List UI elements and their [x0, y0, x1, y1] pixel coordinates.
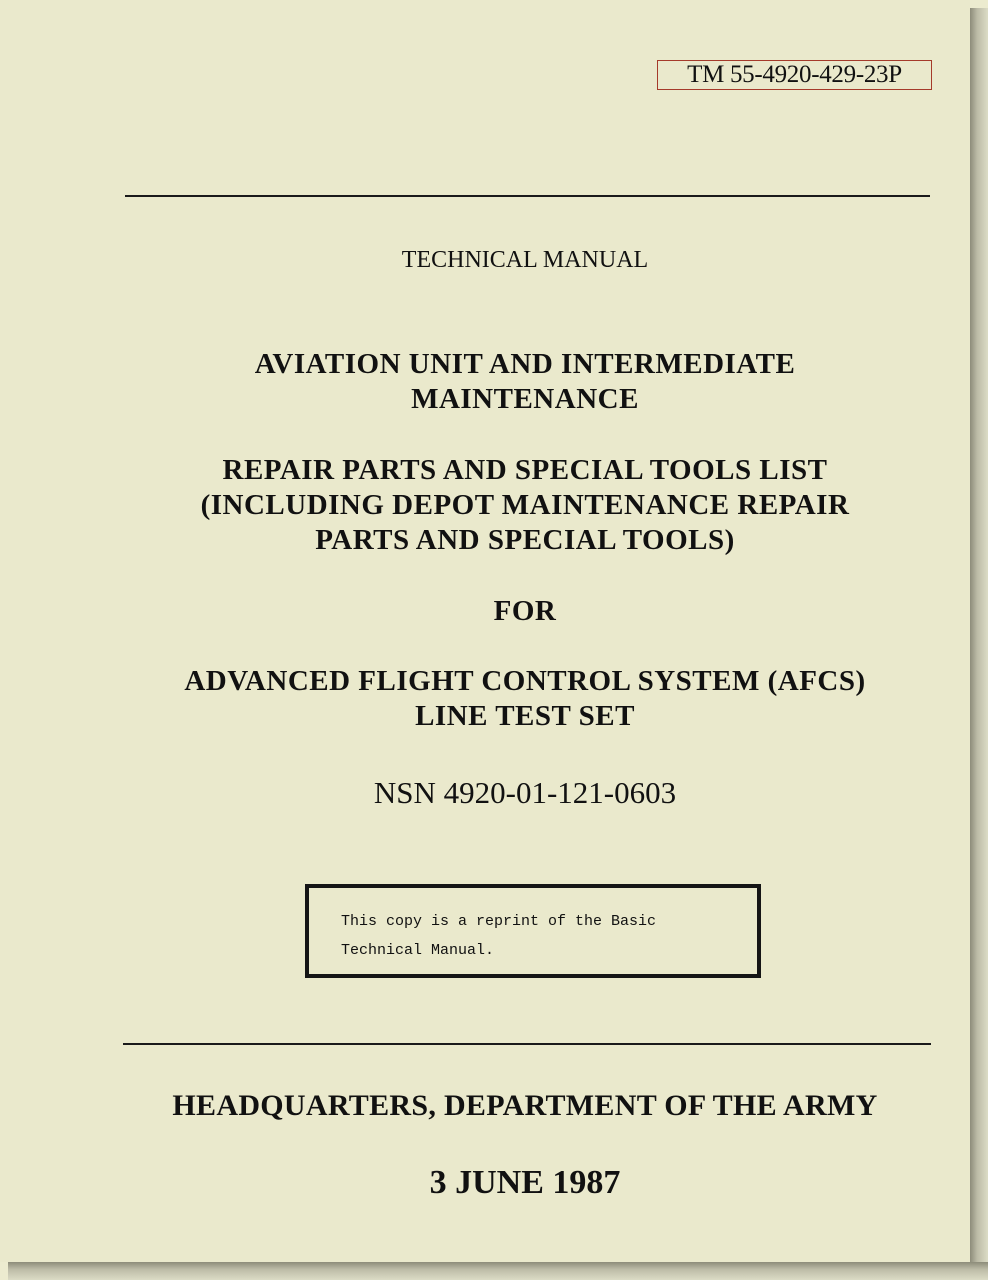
bottom-divider: [123, 1043, 931, 1045]
issuer: HEADQUARTERS, DEPARTMENT OF THE ARMY: [172, 1089, 878, 1122]
reprint-notice-line: This copy is a reprint of the Basic: [341, 913, 657, 930]
document-type: TECHNICAL MANUAL: [401, 247, 649, 273]
title-line: ADVANCED FLIGHT CONTROL SYSTEM (AFCS): [184, 665, 866, 697]
page-shadow-right: [970, 8, 988, 1280]
title-line: REPAIR PARTS AND SPECIAL TOOLS LIST: [222, 454, 828, 486]
title-line: MAINTENANCE: [411, 383, 639, 415]
reprint-notice-box: [305, 884, 761, 978]
title-line: PARTS AND SPECIAL TOOLS): [315, 524, 735, 556]
title-line: (INCLUDING DEPOT MAINTENANCE REPAIR: [200, 489, 850, 521]
page-shadow-bottom: [8, 1262, 988, 1280]
title-for: FOR: [493, 595, 557, 627]
publication-date: 3 JUNE 1987: [429, 1164, 621, 1201]
top-divider: [125, 195, 930, 197]
reprint-notice-line: Technical Manual.: [341, 942, 495, 959]
title-repair-parts: [100, 453, 950, 558]
nsn-number: NSN 4920-01-121-0603: [373, 775, 677, 810]
title-line: LINE TEST SET: [415, 700, 635, 732]
title-aviation: [100, 347, 950, 417]
title-system: [100, 664, 950, 734]
tm-number: TM 55-4920-429-23P: [657, 60, 932, 90]
title-line: AVIATION UNIT AND INTERMEDIATE: [254, 348, 796, 380]
